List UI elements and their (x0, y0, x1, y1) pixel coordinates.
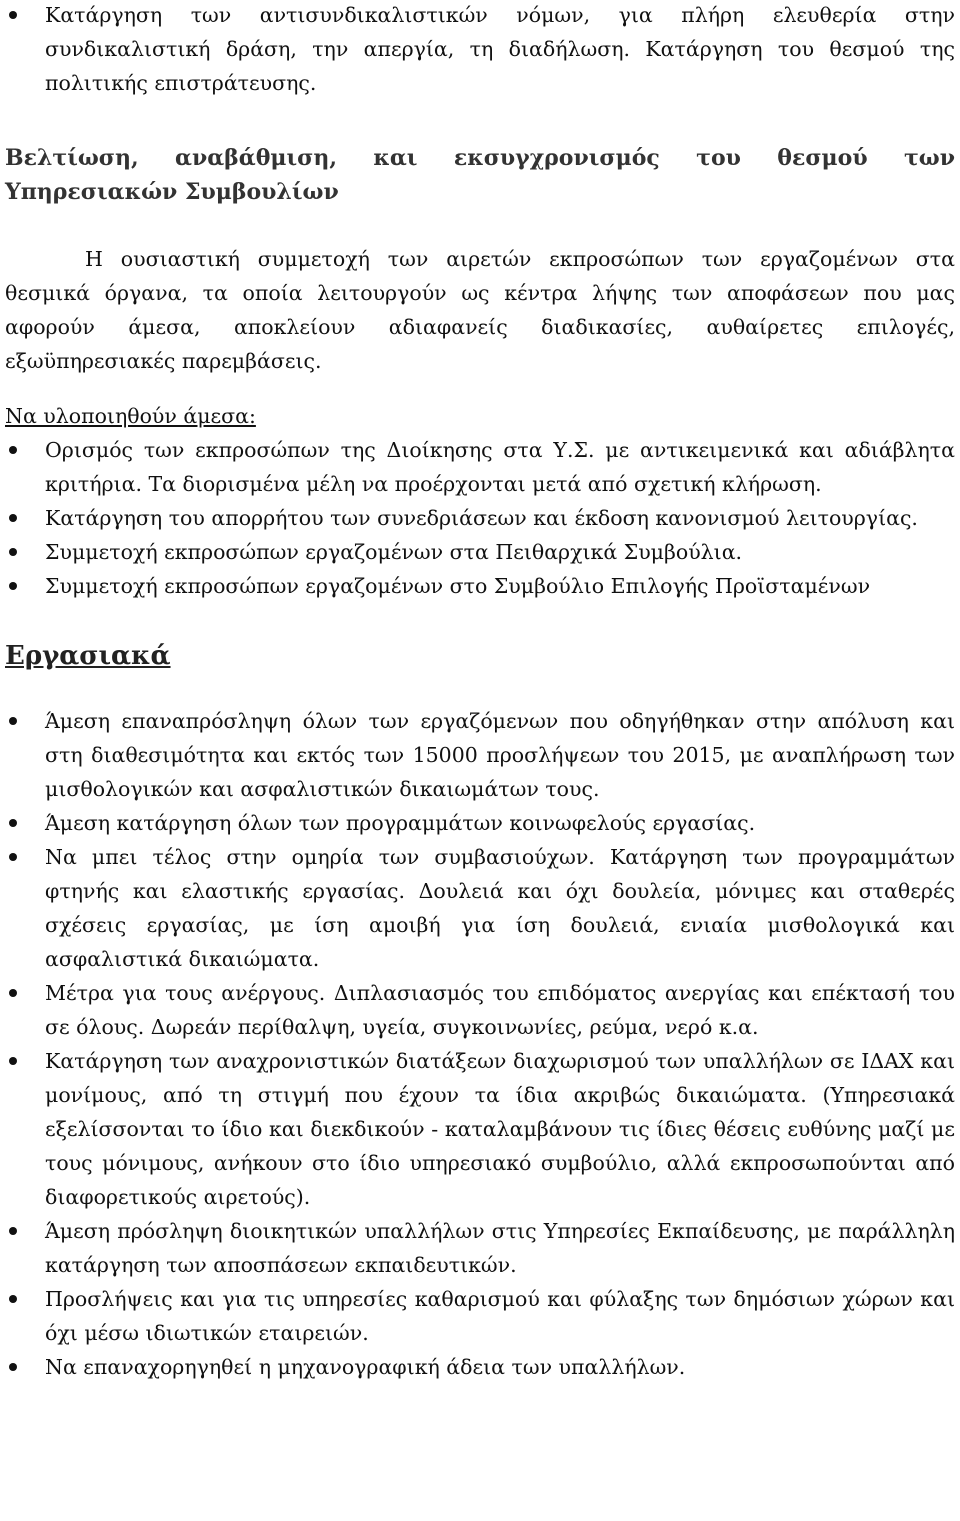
list-item-text: Άμεση πρόσληψη διοικητικών υπαλλήλων στις Υπηρεσίες Εκπαίδευσης, με παράλληλη κατάργηση των αποσπάσεων εκπαιδευτικών. (45, 1218, 955, 1277)
list-item-text: Άμεση επαναπρόσληψη όλων των εργαζόμενων που οδηγήθηκαν στην απόλυση και στη διαθεσιμότητα και εκτός των 15000 προσλήψεων του 2015, με αναπλήρωση των μισθολογικών και ασφαλιστικών δικαιωμάτων τους. (45, 708, 955, 801)
list-item (5, 1044, 955, 1214)
council-list (5, 433, 955, 603)
list-item-text: Κατάργηση του απορρήτου των συνεδριάσεων και έκδοση κανονισμού λειτουργίας. (45, 505, 918, 530)
list-item-text: Μέτρα για τους ανέργους. Διπλασιασμός του επιδόματος ανεργίας και επέκτασή του σε όλους. Δωρεάν περίθαλψη, υγεία, συγκοινωνίες, ρεύμα, νερό κ.α. (45, 980, 955, 1039)
spacer (5, 674, 955, 704)
list-item-text: Προσλήψεις και για τις υπηρεσίες καθαρισμού και φύλαξης των δημόσιων χώρων και όχι μέσω ιδιωτικών εταιρειών. (45, 1286, 955, 1345)
bullet-icon (9, 582, 17, 590)
list-item-text: Κατάργηση των αντισυνδικαλιστικών νόμων, για πλήρη ελευθερία στην συνδικαλιστική δράση, την απεργία, τη διαδήλωση. Κατάργηση του θεσμού της πολιτικής επιστράτευσης. (45, 3, 955, 95)
bullet-icon (9, 853, 17, 861)
list-item (5, 0, 955, 100)
section-heading-councils (5, 141, 955, 209)
list-item (5, 806, 955, 840)
list-item (5, 535, 955, 569)
bullet-icon (9, 1057, 17, 1065)
list-item-text: Συμμετοχή εκπροσώπων εργαζομένων στο Συμβούλιο Επιλογής Προϊσταμένων (45, 573, 871, 598)
list-item (5, 840, 955, 976)
list-item-text: Ορισμός των εκπροσώπων της Διοίκησης στα Υ.Σ. με αντικειμενικά και αδιάβλητα κριτήρια. Τα διορισμένα μέλη να προέρχονται μετά από σχετική κλήρωση. (45, 437, 955, 496)
heading-line-2: Υπηρεσιακών Συμβουλίων (5, 179, 339, 205)
list-item-text: Να επαναχορηγηθεί η μηχανογραφική άδεια των υπαλλήλων. (45, 1354, 686, 1379)
bullet-icon (9, 514, 17, 522)
labor-list (5, 704, 955, 1384)
top-list (5, 0, 955, 100)
list-item-text: Να μπει τέλος στην ομηρία των συμβασιούχων. Κατάργηση των προγραμμάτων φτηνής και ελαστικής εργασίας. Δουλειά και όχι δουλεία, μόνιμες και σταθερές σχέσεις εργασίας, με ίση αμοιβή για ίση δουλειά, ενιαία μισθολογικά και ασφαλιστικά δικαιώματα. (45, 844, 955, 971)
bullet-icon (9, 548, 17, 556)
list-item (5, 1282, 955, 1350)
bullet-icon (9, 1363, 17, 1371)
list-item (5, 433, 955, 501)
bullet-icon (9, 11, 17, 19)
list-item-text: Συμμετοχή εκπροσώπων εργαζομένων στα Πειθαρχικά Συμβούλια. (45, 539, 743, 564)
bullet-icon (9, 989, 17, 997)
list-item (5, 704, 955, 806)
heading-line-1: Βελτίωση, αναβάθμιση, και εκσυγχρονισμός του θεσμού των (5, 145, 955, 171)
document-page (5, 0, 955, 1384)
list-item (5, 569, 955, 603)
list-item (5, 501, 955, 535)
list-item-text: Άμεση κατάργηση όλων των προγραμμάτων κοινωφελούς εργασίας. (45, 810, 756, 835)
bullet-icon (9, 1295, 17, 1303)
bullet-icon (9, 717, 17, 725)
list-item (5, 1350, 955, 1384)
implement-label: Να υλοποιηθούν άμεσα: (5, 403, 256, 428)
intro-paragraph: Η ουσιαστική συμμετοχή των αιρετών εκπροσώπων των εργαζομένων στα θεσμικά όργανα, τα οποία λειτουργούν ως κέντρα λήψης των αποφάσεων που μας αφορούν άμεσα, αποκλείουν αδιαφανείς διαδικασίες, αυθαίρετες επιλογές, εξωϋπηρεσιακές παρεμβάσεις. (5, 247, 955, 373)
bullet-icon (9, 819, 17, 827)
section-title-labor: Εργασιακά (5, 640, 171, 671)
list-item-text: Κατάργηση των αναχρονιστικών διατάξεων διαχωρισμού των υπαλλήλων σε ΙΔΑΧ και μονίμους, από τη στιγμή που έχουν τα ίδια ακριβώς δικαιώματα. (Υπηρεσιακά εξελίσσονται το ίδιο και διεκδικούν - καταλαμβάνουν τις ίδιες θέσεις ευθύνης μαζί με τους μόνιμους, ανήκουν στο ίδιο υπηρεσιακό συμβούλιο, αλλά εκπροσωπούνται από διαφορετικούς αιρετούς). (45, 1048, 955, 1209)
list-item (5, 976, 955, 1044)
bullet-icon (9, 1227, 17, 1235)
bullet-icon (9, 446, 17, 454)
list-item (5, 1214, 955, 1282)
